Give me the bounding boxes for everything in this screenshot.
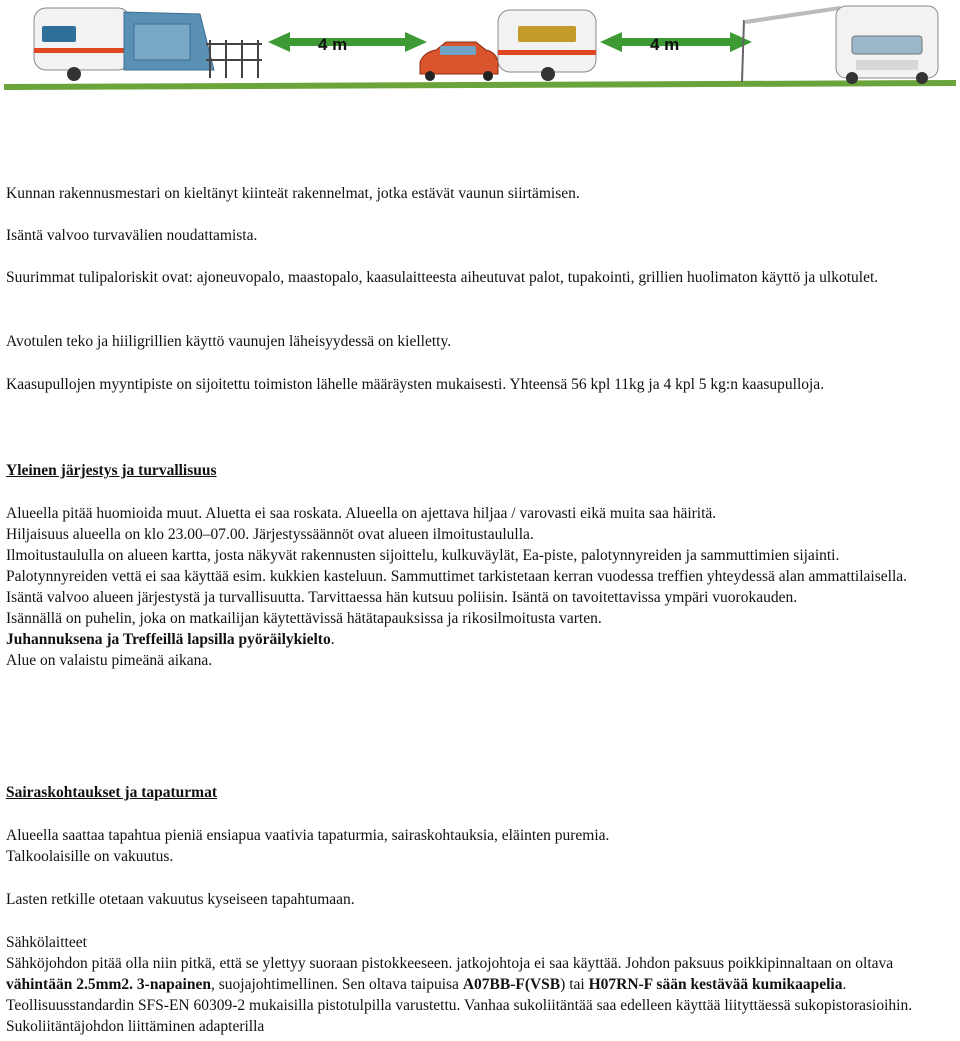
text-line: Ilmoitustaululla on alueen kartta, josta näkyvät rakennusten sijoittelu, kulkuväylät, Ea-piste, palotynnyreiden ja sammuttimien sijainti. [6, 547, 840, 564]
spacing-illustration [0, 0, 960, 95]
caravan-left-icon [34, 8, 262, 81]
heading-order-safety: Yleinen järjestys ja turvallisuus [6, 462, 217, 479]
paragraph-host-distance: Isäntä valvoo turvavälien noudattamista. [6, 227, 258, 244]
paragraph-gas-bottles: Kaasupullojen myyntipiste on sijoitettu toimiston lähelle määräysten mukaisesti. Yhteensä 56 kpl 11kg ja 4 kpl 5 kg:n kaasupulloja. [6, 376, 825, 393]
cycling-ban-bold: Juhannuksena ja Treffeillä lapsilla pyöräilykielto [6, 631, 331, 648]
ground-strip [4, 80, 956, 90]
distance-arrow-left [268, 32, 427, 52]
text-line: Alue on valaistu pimeänä aikana. [6, 652, 213, 669]
text-segment: . Teollisuusstandardin SFS-EN 60309-2 mukaisilla pistotulpilla varustettu. Vanhaa sukoliitäntää saa edelleen käyttää liityttäessä sukopistorasioihin. Sukoliitäntäjohdon liittäminen adapterilla [6, 976, 913, 1035]
text-line: Palotynnyreiden vettä ei saa käyttää esim. kukkien kasteluun. Sammuttimet tarkistetaan kerran vuodessa treffien yhteydessä alan ammattilaisella. [6, 568, 908, 585]
text-line: Isäntä valvoo alueen järjestystä ja turvallisuutta. Tarvittaessa hän kutsuu poliisin. Isäntä on tavoitettavissa ympäri vuorokauden. [6, 589, 798, 606]
heading-illness-accidents: Sairaskohtaukset ja tapaturmat [6, 784, 217, 801]
cycling-ban-line [6, 629, 954, 650]
text-line: Isännällä on puhelin, joka on matkailijan käytettävissä hätätapauksissa ja rikosilmoitusta varten. [6, 610, 602, 627]
text-bold: H07RN-F sään kestävää kumikaapelia [588, 976, 843, 993]
text-segment: , suojajohtimellinen. Sen oltava taipuisa [210, 976, 463, 993]
text-bold: A07BB-F(VSB [462, 976, 561, 993]
text-segment: Sähköjohdon pitää olla niin pitkä, että se ylettyy suoraan pistokkeeseen. jatkojohtoja ei saa käyttää. Johdon paksuus poikkipinnaltaan on oltava [6, 955, 894, 972]
paragraph-building-rules: Kunnan rakennusmestari on kieltänyt kiinteät rakennelmat, jotka estävät vaunun siirtämisen. [6, 185, 580, 202]
text-line: Hiljaisuus alueella on klo 23.00–07.00. Järjestyssäännöt ovat alueen ilmoitustaululla. [6, 526, 534, 543]
text-end: . [330, 631, 335, 648]
heading-electrical: Sähkölaitteet [6, 934, 87, 951]
text-line: Alueella pitää huomioida muut. Aluetta ei saa roskata. Alueella on ajettava hiljaa / varovasti eikä muita saa häiritä. [6, 505, 717, 522]
distance-label-left: 4 m [318, 35, 348, 54]
paragraph-open-fire: Avotulen teko ja hiiligrillien käyttö vaunujen läheisyydessä on kielletty. [6, 333, 452, 350]
paragraph-fire-risks: Suurimmat tulipaloriskit ovat: ajoneuvopalo, maastopalo, kaasulaitteesta aiheutuvat palot, tupakointi, grillien huolimaton käyttö ja ulkotulet. [6, 269, 879, 286]
car-icon [420, 42, 498, 81]
text-bold: vähintään 2.5mm2. 3-napainen [6, 976, 211, 993]
motorhome-icon [742, 6, 938, 84]
illness-text [6, 825, 954, 867]
caravan-center-icon [498, 10, 596, 81]
distance-label-right: 4 m [650, 35, 680, 54]
paragraph-child-insurance: Lasten retkille otetaan vakuutus kyseiseen tapahtumaan. [6, 891, 355, 908]
paragraph-electrical [6, 953, 954, 1037]
text-line: Talkoolaisille on vakuutus. [6, 848, 174, 865]
text-segment: ) tai [560, 976, 589, 993]
text-line: Alueella saattaa tapahtua pieniä ensiapua vaativia tapaturmia, sairaskohtauksia, eläinten puremia. [6, 827, 610, 844]
order-safety-text [6, 503, 954, 671]
